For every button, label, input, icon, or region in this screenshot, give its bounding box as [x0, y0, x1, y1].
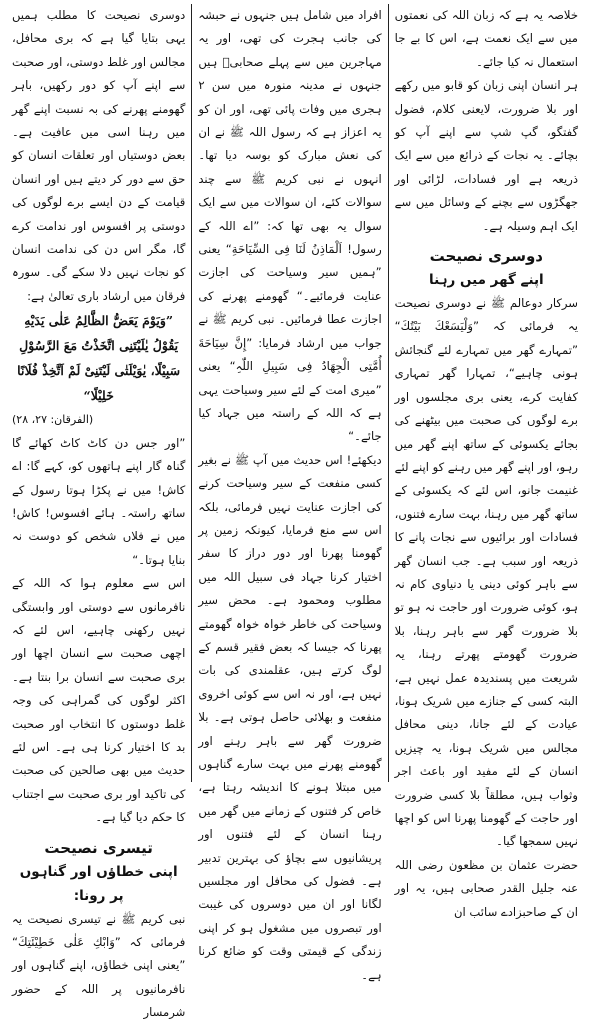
column-left	[6, 4, 191, 1020]
paragraph: خلاصہ یہ ہے کہ زبان اللہ کی نعمتوں میں سے ایک نعمت ہے، اس کا بے جا استعمال نہ کیا جائے۔	[394, 8, 578, 69]
verse-translation: ”اور جس دن کاٹ کاٹ کھائے گا گناہ گار اپنے ہاتھوں کو، کہے گا: اے کاش! میں نے پکڑا ہوتا رسول کے ساتھ راستہ۔ ہائے افسوس! کاش! میں نے فلاں شخص کو دوست نہ بنایا ہوتا۔“	[11, 435, 186, 567]
paragraph: اس سے معلوم ہوا کہ اللہ کے نافرمانوں سے دوستی اور وابستگی نہیں رکھنی چاہیے، اس لئے کہ اچھی صحبت سے انسان اچھا اور بری صحبت سے انسان برا بنتا ہے۔ اکثر لوگوں کی گمراہی کی وجہ غلط دوستوں کا انتخاب اور صحبت بد کا اختیار کرنا ہی ہے۔ اس لئے حدیث میں بھی صالحین کی صحبت کی تاکید اور بری صحبت سے اجتناب کا حکم دیا گیا ہے۔	[11, 576, 186, 825]
verse-citation: (الفرقان: ۲۷، ۲۸)	[11, 413, 94, 427]
paragraph: افراد میں شامل ہیں جنہوں نے حبشہ کی جانب ہجرت کی تھی، اور یہ مہاجرین میں سے پہلے صحابیؓ ہیں جنہوں نے مدینہ منورہ میں سن ۲ ہجری میں وفات پائی تھی، اور ان کو یہ اعزاز ہے کہ رسول اللہ ﷺ نے ان کی نعش مبارک کو بوسہ دیا تھا۔ انہوں نے نبی کریم ﷺ سے چند سوالات کئے، ان سوالات میں سے ایک سوال یہ بھی تھا کہ: ”اے اللہ کے رسول! اَلْمَاذِنُ لَنَا فِی السِّیَاحَةِ“ یعنی ”ہمیں سیر وسیاحت کی اجازت عنایت فرمائیے۔“ گھومنے پھرنے کی اجازت عطا فرمائیں۔ نبی کریم ﷺ نے جواب میں ارشاد فرمایا: ”إِنَّ سِیَاحَةَ أُمَّتِی الْجِهَادُ فِی سَبِیلِ اللّٰہِ“ یعنی ”میری امت کے لئے سیر وسیاحت یہی ہے کہ اللہ کے راستہ میں جہاد کیا جائے۔“	[198, 8, 382, 444]
column-middle	[192, 4, 387, 982]
paragraph: نبی کریم ﷺ نے تیسری نصیحت یہ فرمائی کہ ”وَابْكِ عَلٰی خَطِیْئَتِكَ“ ”یعنی اپنی خطاؤں، اپنے گناہوں اور نافرمانیوں پر اللہ کے حضور شرمسار	[11, 911, 186, 1020]
paragraph: دوسری نصیحت کا مطلب ہمیں یہی بتایا گیا ہے کہ بری محافل، مجالس اور غلط دوستی، اور صحبت سے اپنے آپ کو دور رکھیں، باہر گھومنے پھرنے کی بہ نسبت اپنے گھر میں رہنا اسی میں عافیت ہے۔ بعض دوستیاں اور تعلقات انسان کو حق سے دور کر دیتے ہیں اور انسان قیامت کے دن ایسے برے لوگوں کی دوستی پر افسوس اور ندامت کرے گا، مگر اس دن کی ندامت انسان کو نجات نہیں دلا سکے گی۔ سورہ فرقان میں ارشاد باری تعالیٰ ہے:	[11, 8, 186, 303]
section-subheading: اپنے گھر میں رہنا	[429, 272, 544, 289]
paragraph: حضرت عثمان بن مظعون رضی اللہ عنہ جلیل القدر صحابی ہیں، یہ اور ان کے صاحبزادے سائب ان	[394, 857, 578, 919]
section-heading: تیسری نصیحت	[44, 838, 153, 857]
paragraph: سرکار دوعالم ﷺ نے دوسری نصیحت یہ فرمائی کہ ”وَلْیَسَعْكَ بَیْتُكَ“ ”تمہارے گھر میں تمہارے لئے گنجائش ہونی چاہیے“، تمہارا گھر تمہاری کفایت کرے، یعنی بری مجلسوں اور برے لوگوں کی صحبت میں بیٹھنے کی بجائے یکسوئی کے ساتھ اپنے گھر میں رہو، اور اپنے گھر میں رہنے کو اپنے لئے غنیمت جانو، اس لئے کہ یکسوئی کے ساتھ گھر میں رہنا، بہت سارے فتنوں، فسادات اور برائیوں سے نجات پانے کا ذریعہ اور سبب ہے۔ جب انسان گھر سے باہر کوئی دینی یا دنیاوی کام نہ ہو، کوئی ضرورت اور حاجت نہ ہو تو بلا ضرورت گھر سے باہر رہنا، بلا ضرورت گھومتے پھرتے رہنا، یہ شریعت میں پسندیدہ عمل نہیں ہے، البتہ کسی کے جنازے میں شریک ہونا، عیادت کے لئے جانا، دینی محافل مجالس میں شریک ہونا، یہ چیزیں انسان کے لئے مفید اور باعث اجر وثواب ہیں، مطلقاً بلا کسی ضرورت اور حاجت کے گھومنا پھرنا اس کو اچھا نہیں سمجھا گیا۔	[394, 296, 578, 849]
paragraph: دیکھئے! اس حدیث میں آپ ﷺ نے بغیر کسی منفعت کے سیر وسیاحت کرنے کی اجازت عنایت نہیں فرمائی، بلکہ اس سے منع فرمایا، کیونکہ زمین پر گھومنا پھرنا اور دور دراز کا سفر اختیار کرنا جہاد فی سبیل اللہ میں مطلوب ومحمود ہے۔ محض سیر وسیاحت کی خاطر خواہ خواہ گھومتے پھرنا کہ جیسا کہ بعض فقیر قسم کے لوگ کرتے ہیں، عقلمندی کی بات نہیں ہے، اور نہ اس سے کوئی اخروی منفعت و بھلائی حاصل ہوتی ہے۔ بلا ضرورت گھر سے باہر رہنے اور گھومنے پھرنے میں بہت سارے گناہوں میں مبتلا ہونے کا اندیشہ رہتا ہے، خاص کر فتنوں کے زمانے میں گھر میں رہنا انسان کے لئے فتنوں اور پریشانیوں سے بچاؤ کی بہترین تدبیر ہے۔ فضول کی محافل اور مجلسیں لگانا اور ان میں دوسروں کی غیبت اور تبصروں میں مشغول ہو کر اپنی زندگی کے قیمتی وقت کو ضائع کرنا ہے۔	[198, 452, 382, 982]
quran-verse: ”وَیَوْمَ یَعَضُّ الظَّالِمُ عَلٰی یَدَیْهِ یَقُوْلُ یٰلَیْتَنِی اتَّخَذْتُ مَعَ الرَّسُوْلِ سَبِیْلًا، یٰوَیْلَتٰی لَیْتَنِیْ لَمْ اَتَّخِذْ فُلَانًا خَلِیْلًا“	[17, 313, 181, 404]
section-heading: دوسری نصیحت	[429, 247, 543, 266]
section-subheading: اپنی خطاؤں اور گناہوں پر رونا:	[19, 863, 178, 904]
column-right	[389, 4, 584, 919]
paragraph: ہر انسان اپنی زبان کو قابو میں رکھے اور بلا ضرورت، لایعنی کلام، فضول گفتگو، گپ شپ سے اپنے آپ کو بچائے۔ یہ نجات کے ذرائع میں سے ایک ذریعہ ہے اور فسادات، لڑائی اور جھگڑوں سے بچنے کے وسائل میں سے ایک اہم وسیلہ ہے۔	[394, 78, 578, 233]
